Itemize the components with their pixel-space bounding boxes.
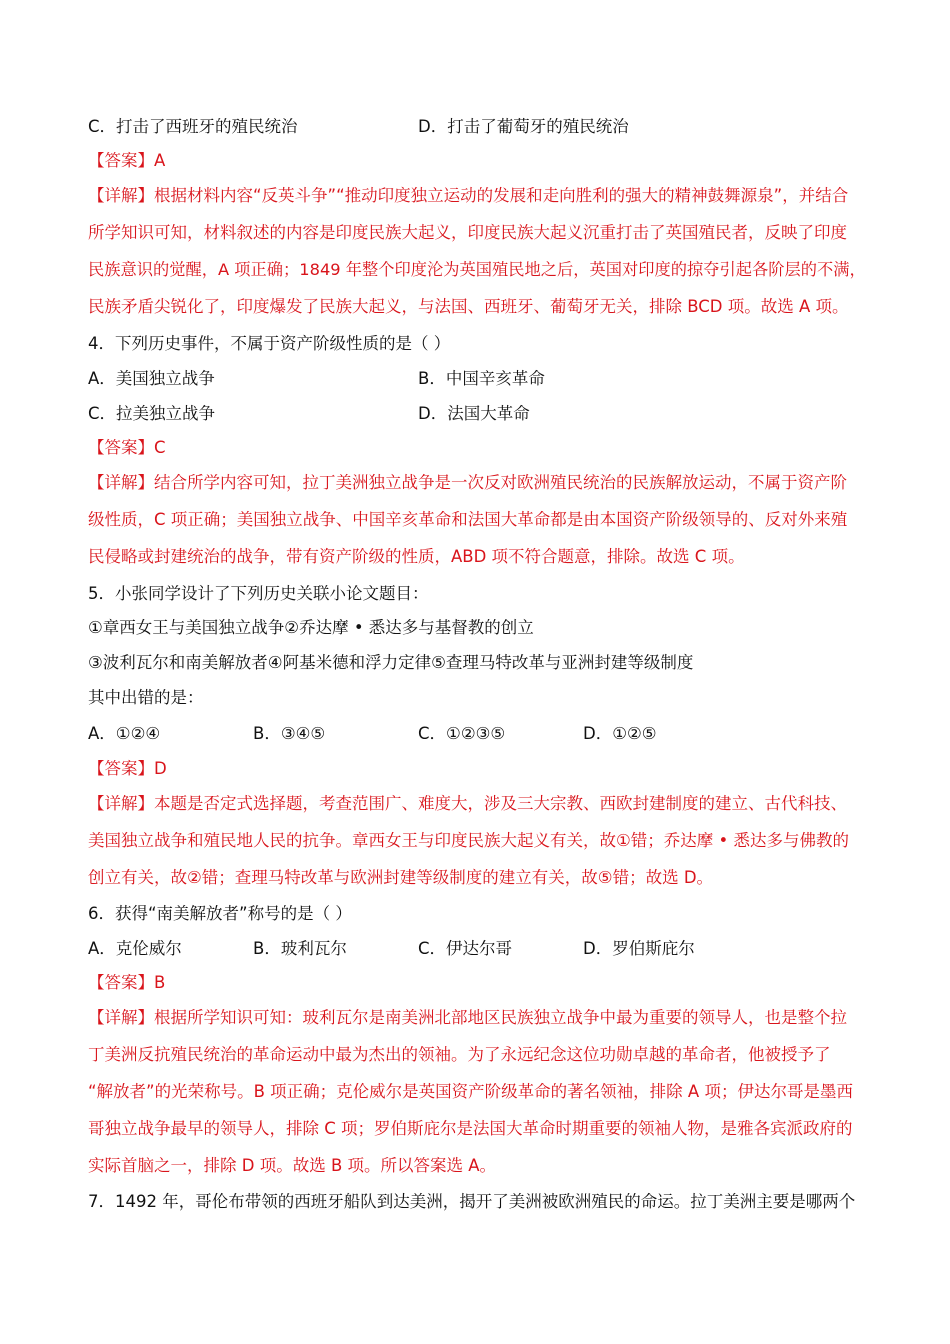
q5-option-a: A．①②④ <box>88 724 161 743</box>
q6-option-c: C．伊达尔哥 <box>418 939 513 958</box>
q4-detail-line: 级性质，C 项正确；美国独立战争、中国辛亥革命和法国大革命都是由本国资产阶级领导的、反对外来殖 <box>88 510 848 529</box>
q6-detail-line: 【详解】根据所学知识可知：玻利瓦尔是南美洲北部地区民族独立战争中最为重要的领导人，也是整个拉 <box>88 1008 847 1027</box>
q5-option-c: C．①②③⑤ <box>418 724 506 743</box>
q3-detail-line: 【详解】根据材料内容“反英斗争”“推动印度独立运动的发展和走向胜利的强大的精神鼓舞源泉”，并结合 <box>88 186 849 205</box>
q5-items-line: ①章西女王与美国独立战争②乔达摩 • 悉达多与基督教的创立 <box>88 618 534 637</box>
q5-stem: 5．小张同学设计了下列历史关联小论文题目： <box>88 584 429 603</box>
q6-option-b: B．玻利瓦尔 <box>253 939 347 958</box>
q6-detail-line: “解放者”的光荣称号。B 项正确；克伦威尔是英国资产阶级革命的著名领袖，排除 A 项；伊达尔哥是墨西 <box>88 1082 853 1101</box>
q4-option-a: A．美国独立战争 <box>88 369 215 388</box>
q6-detail-line: 实际首脑之一，排除 D 项。故选 B 项。所以答案选 A。 <box>88 1156 497 1175</box>
q3-option-c: C．打击了西班牙的殖民统治 <box>88 117 298 136</box>
q5-detail-line: 创立有关，故②错；查理马特改革与欧洲封建等级制度的建立有关，故⑤错；故选 D。 <box>88 868 714 887</box>
q5-detail-line: 【详解】本题是否定式选择题，考查范围广、难度大，涉及三大宗教、西欧封建制度的建立、古代科技、 <box>88 794 847 813</box>
q5-ask: 其中出错的是： <box>88 688 204 707</box>
q6-stem: 6．获得“南美解放者”称号的是（ ） <box>88 904 352 923</box>
q3-detail-line: 民族矛盾尖锐化了，印度爆发了民族大起义，与法国、西班牙、葡萄牙无关，排除 BCD 项。故选 A 项。 <box>88 297 849 316</box>
q4-option-c: C．拉美独立战争 <box>88 404 216 423</box>
q4-detail-line: 【详解】结合所学内容可知，拉丁美洲独立战争是一次反对欧洲殖民统治的民族解放运动，不属于资产阶 <box>88 473 847 492</box>
q6-option-d: D．罗伯斯庇尔 <box>583 939 695 958</box>
q4-stem: 4．下列历史事件，不属于资产阶级性质的是（ ） <box>88 334 451 353</box>
q5-answer: 【答案】D <box>88 759 167 778</box>
q3-answer: 【答案】A <box>88 151 166 170</box>
q6-option-a: A．克伦威尔 <box>88 939 182 958</box>
q4-answer: 【答案】C <box>88 438 166 457</box>
q3-detail-line: 民族意识的觉醒，A 项正确；1849 年整个印度沦为英国殖民地之后，英国对印度的掠夺引起各阶层的不满， <box>88 260 866 279</box>
q6-answer: 【答案】B <box>88 973 166 992</box>
q6-detail-line: 丁美洲反抗殖民统治的革命运动中最为杰出的领袖。为了永远纪念这位功勋卓越的革命者，他被授予了 <box>88 1045 831 1064</box>
q3-detail-line: 所学知识可知，材料叙述的内容是印度民族大起义，印度民族大起义沉重打击了英国殖民者，反映了印度 <box>88 223 847 242</box>
q7-stem: 7．1492 年，哥伦布带领的西班牙船队到达美洲，揭开了美洲被欧洲殖民的命运。拉丁美洲主要是哪两个 <box>88 1192 856 1211</box>
q3-option-d: D．打击了葡萄牙的殖民统治 <box>418 117 629 136</box>
q4-option-d: D．法国大革命 <box>418 404 530 423</box>
q4-option-b: B．中国辛亥革命 <box>418 369 545 388</box>
q5-option-b: B．③④⑤ <box>253 724 326 743</box>
q5-items-line: ③波利瓦尔和南美解放者④阿基米德和浮力定律⑤查理马特改革与亚洲封建等级制度 <box>88 653 694 672</box>
q5-option-d: D．①②⑤ <box>583 724 657 743</box>
q4-detail-line: 民侵略或封建统治的战争，带有资产阶级的性质，ABD 项不符合题意，排除。故选 C 项。 <box>88 547 745 566</box>
q6-detail-line: 哥独立战争最早的领导人，排除 C 项；罗伯斯庇尔是法国大革命时期重要的领袖人物，是雅各宾派政府的 <box>88 1119 853 1138</box>
q5-detail-line: 美国独立战争和殖民地人民的抗争。章西女王与印度民族大起义有关，故①错；乔达摩 • 悉达多与佛教的 <box>88 831 850 850</box>
